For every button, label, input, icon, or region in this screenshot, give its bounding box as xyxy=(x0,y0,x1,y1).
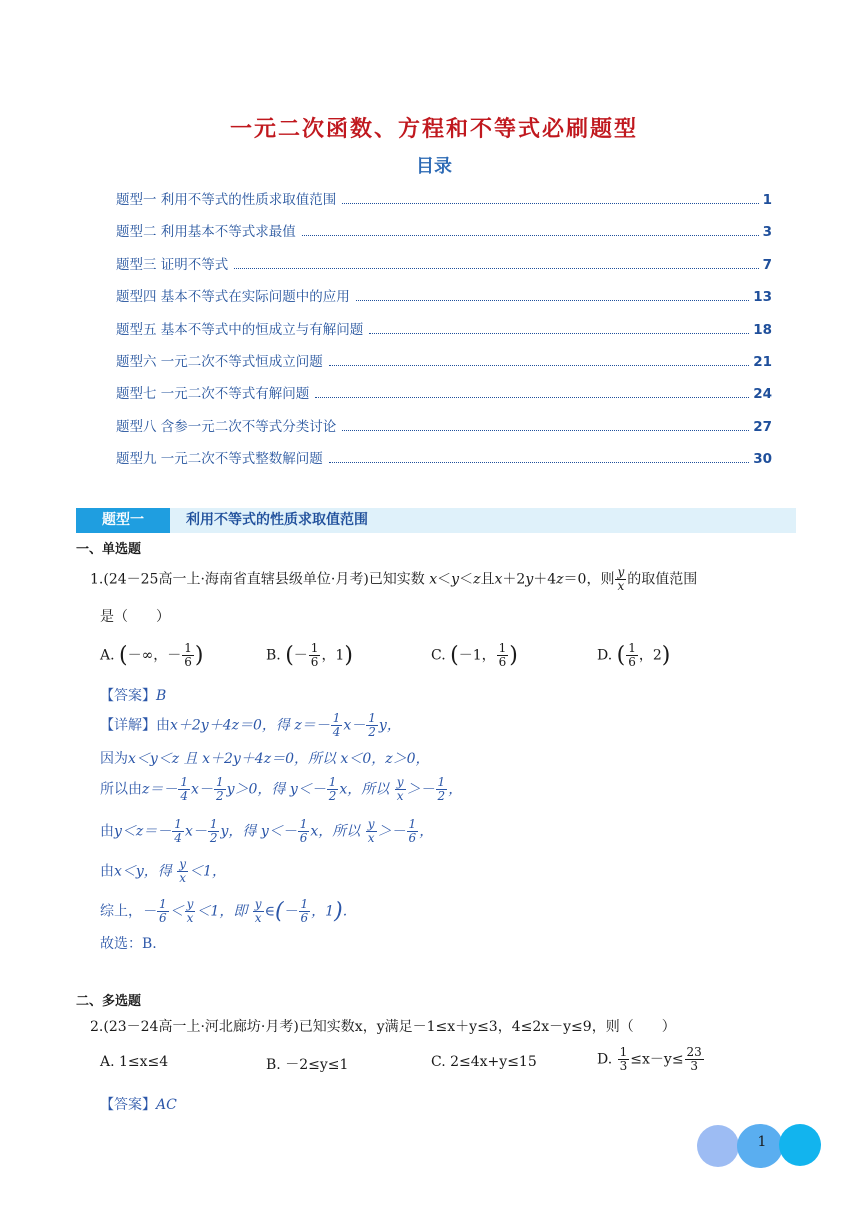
option-d[interactable]: D. ( $\frac{1}{6}$ ，2) xyxy=(597,641,671,670)
toc-leader xyxy=(302,234,759,236)
answer-line: 【答案】B xyxy=(100,688,167,704)
toc-item[interactable]: 题型二 利用基本不等式求最值 3 xyxy=(116,224,772,241)
multi-choice-heading: 二、多选题 xyxy=(76,994,142,1009)
option-d[interactable]: D. $\frac{1}{3}$ ≤x－y≤ $\frac{23}{3}$ xyxy=(597,1045,702,1074)
single-choice-heading: 一、单选题 xyxy=(76,542,142,557)
toc-leader xyxy=(329,364,749,366)
toc-item[interactable]: 题型八 含参一元二次不等式分类讨论 27 xyxy=(116,418,772,435)
option-b[interactable]: B. －2≤y≤1 xyxy=(266,1057,349,1073)
section-tag: 题型一 xyxy=(76,508,170,533)
toc-leader xyxy=(356,299,749,301)
solution-line-5: 由x＜y，得 $\frac{y}{x}$ ＜1， xyxy=(100,857,226,886)
solution-line-1: 【详解】由x＋2y＋4z＝0，得 z＝－ $\frac{1}{4}$ x－ $\frac{1}{2}$ y， xyxy=(100,711,401,740)
page-number: 1 xyxy=(757,1134,767,1150)
toc-leader xyxy=(329,461,749,463)
page-circle-left xyxy=(697,1125,739,1167)
toc-leader xyxy=(234,267,758,269)
toc-leader xyxy=(369,332,749,334)
page-circle-right xyxy=(779,1124,821,1166)
question-2-stem: 2.(23－24高一上·河北廊坊·月考)已知实数x，y满足－1≤x＋y≤3，4≤2x－y≤9，则（ ） xyxy=(90,1019,676,1035)
question-1-stem: 1.(24－25高一上·海南省直辖县级单位·月考)已知实数 x＜y＜z且x＋2y＋4z＝0，则 $\frac{y}{x}$ 的取值范围 xyxy=(90,565,698,594)
answer-line: 【答案】AC xyxy=(100,1097,177,1113)
option-c[interactable]: C. 2≤4x+y≤15 xyxy=(431,1054,537,1070)
section-header-bar xyxy=(76,508,796,533)
toc-item[interactable]: 题型一 利用不等式的性质求取值范围 1 xyxy=(116,192,772,208)
option-b[interactable]: B. (－ $\frac{1}{6}$ ，1) xyxy=(266,641,353,670)
toc-item[interactable]: 题型六 一元二次不等式恒成立问题 21 xyxy=(116,353,772,370)
toc-item[interactable]: 题型五 基本不等式中的恒成立与有解问题 18 xyxy=(116,321,772,338)
toc-leader xyxy=(342,429,749,431)
table-of-contents xyxy=(116,188,772,480)
option-c[interactable]: C. (－1， $\frac{1}{6}$ ) xyxy=(431,641,518,670)
question-1-stem-cont: 是（ ） xyxy=(100,609,170,625)
solution-line-4: 由y＜z＝－ $\frac{1}{4}$ x－ $\frac{1}{2}$ y，得 y＜－ $\frac{1}{6}$ x，所以 $\frac{y}{x}$ ＞－ $\frac{1}{6}$ ， xyxy=(100,817,434,846)
toc-item[interactable]: 题型七 一元二次不等式有解问题 24 xyxy=(116,386,772,403)
toc-item[interactable]: 题型四 基本不等式在实际问题中的应用 13 xyxy=(116,289,772,306)
solution-line-3: 所以由z＝－ $\frac{1}{4}$ x－ $\frac{1}{2}$ y＞0，得 y＜－ $\frac{1}{2}$ x，所以 $\frac{y}{x}$ ＞－ $\frac{1}{2}$ ， xyxy=(100,775,463,804)
solution-line-7: 故选：B. xyxy=(100,936,157,952)
section-title: 利用不等式的性质求取值范围 xyxy=(186,512,368,528)
toc-leader xyxy=(315,396,749,398)
option-a[interactable]: A. 1≤x≤4 xyxy=(100,1054,169,1070)
document-title: 一元二次函数、方程和不等式必刷题型 xyxy=(229,116,638,142)
solution-line-6: 综上，－ $\frac{1}{6}$ ＜ $\frac{y}{x}$ ＜1，即 $\frac{y}{x}$ ∈(－ $\frac{1}{6}$ ，1). xyxy=(100,897,348,926)
option-a[interactable]: A. (－∞，－ $\frac{1}{6}$ ) xyxy=(100,641,204,670)
toc-item[interactable]: 题型九 一元二次不等式整数解问题 30 xyxy=(116,451,772,468)
solution-line-2: 因为x＜y＜z 且 x＋2y＋4z＝0，所以 x＜0，z＞0， xyxy=(100,751,430,767)
toc-heading: 目录 xyxy=(416,156,452,177)
toc-leader xyxy=(342,202,758,204)
toc-item[interactable]: 题型三 证明不等式 7 xyxy=(116,256,772,273)
